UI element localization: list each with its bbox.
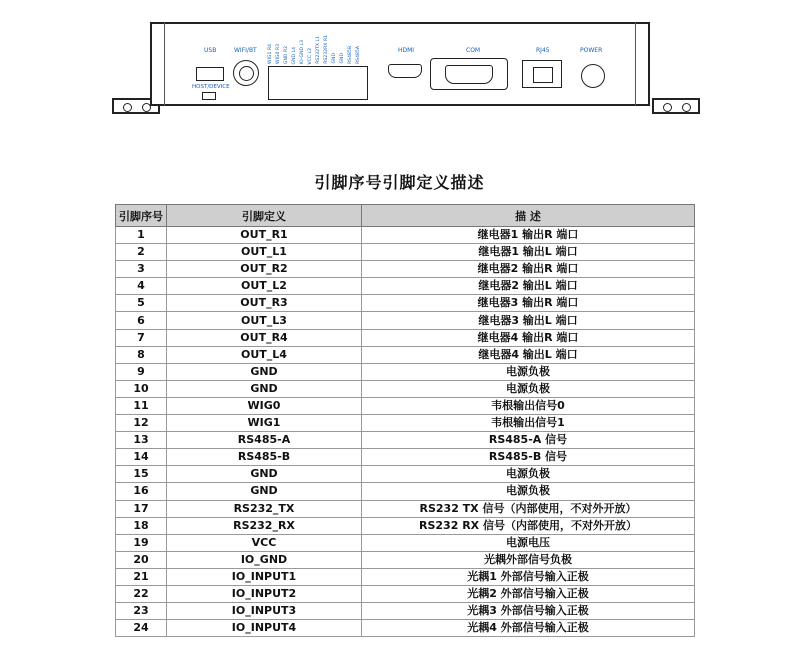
host-device-switch-icon [202,92,216,100]
pin-description-cell: RS232 RX 信号（内部使用，不对外开放） [362,517,695,534]
pin-definition-cell: RS485-B [167,449,362,466]
table-row [116,227,695,244]
table-row [116,244,695,261]
pin-number-cell: 3 [116,261,167,278]
pin-number-cell: 7 [116,329,167,346]
table-row [116,449,695,466]
screw-hole-icon [663,103,672,112]
table-row [116,261,695,278]
pin-description-cell: 光耦1 外部信号输入正极 [362,568,695,585]
usb-label: USB [204,47,217,54]
pin-definition-cell: IO_INPUT3 [167,603,362,620]
pin-description-cell: RS485-A 信号 [362,432,695,449]
power-jack-icon [581,64,605,88]
pin-description-cell: 继电器1 输出L 端口 [362,244,695,261]
terminal-label: RS485B [348,45,353,64]
pin-definition-cell: OUT_L3 [167,312,362,329]
pin-description-cell: 光耦外部信号负极 [362,551,695,568]
mounting-flange-right [652,98,700,114]
table-row [116,517,695,534]
table-row [116,585,695,602]
table-row [116,466,695,483]
pin-description-cell: 光耦4 外部信号输入正极 [362,620,695,637]
hdmi-port-icon [388,64,422,78]
terminal-label: RS485A [356,45,361,64]
pin-number-cell: 10 [116,380,167,397]
terminal-label: GND L4 [292,46,297,64]
com-label: COM [466,47,481,54]
device-front-panel [112,0,700,120]
pin-definition-cell: OUT_R3 [167,295,362,312]
pin-definition-cell: IO_INPUT4 [167,620,362,637]
pin-description-cell: 光耦2 外部信号输入正极 [362,585,695,602]
pin-definition-cell: OUT_R4 [167,329,362,346]
pin-number-cell: 12 [116,415,167,432]
pin-definition-cell: RS232_TX [167,500,362,517]
table-row [116,500,695,517]
usb-port-icon [196,67,224,81]
power-label: POWER [580,47,603,54]
table-row [116,363,695,380]
pin-number-cell: 24 [116,620,167,637]
pin-description-cell: 继电器2 输出L 端口 [362,278,695,295]
screw-hole-icon [123,103,132,112]
column-header-description: 描 述 [362,205,695,227]
pin-number-cell: 20 [116,551,167,568]
table-row [116,329,695,346]
table-row [116,534,695,551]
pin-description-cell: 电源负极 [362,380,695,397]
terminal-label: RS232RX R1 [324,35,329,64]
pin-number-cell: 1 [116,227,167,244]
db9-com-port-icon [430,58,508,90]
pin-number-cell: 16 [116,483,167,500]
table-row [116,312,695,329]
terminal-label: WIG0 R3 [276,44,281,64]
wifi-bt-label: WIFI/BT [234,47,257,54]
pin-definition-cell: IO_INPUT1 [167,568,362,585]
pin-description-cell: 电源电压 [362,534,695,551]
table-row [116,432,695,449]
pin-number-cell: 18 [116,517,167,534]
pin-definition-cell: OUT_R1 [167,227,362,244]
table-row [116,346,695,363]
terminal-label: RS232TX L1 [316,36,321,64]
pin-number-cell: 8 [116,346,167,363]
pin-description-cell: 韦根输出信号0 [362,397,695,414]
pin-definition-cell: OUT_R2 [167,261,362,278]
terminal-label: GND [332,53,337,64]
terminal-label: GND [340,53,345,64]
pin-definition-cell: OUT_L4 [167,346,362,363]
pin-number-cell: 23 [116,603,167,620]
pin-number-cell: 14 [116,449,167,466]
pin-number-cell: 2 [116,244,167,261]
pin-definition-cell: WIG0 [167,397,362,414]
pin-number-cell: 6 [116,312,167,329]
screw-hole-icon [682,103,691,112]
pin-number-cell: 13 [116,432,167,449]
pin-description-cell: 继电器4 输出L 端口 [362,346,695,363]
table-row [116,568,695,585]
pin-definition-cell: RS232_RX [167,517,362,534]
pin-definition-cell: GND [167,466,362,483]
pin-number-cell: 21 [116,568,167,585]
pin-definition-cell: VCC [167,534,362,551]
table-row [116,603,695,620]
host-device-label: HOST/DEVICE [192,84,230,90]
pin-description-cell: 电源负极 [362,466,695,483]
table-row [116,551,695,568]
pin-description-cell: 继电器4 输出R 端口 [362,329,695,346]
pin-number-cell: 15 [116,466,167,483]
terminal-label: VCC L2 [308,47,313,64]
column-header-pin-number: 引脚序号 [116,205,167,227]
hdmi-label: HDMI [398,47,415,54]
table-row [116,620,695,637]
table-row [116,278,695,295]
pin-definition-cell: IO_GND [167,551,362,568]
column-header-pin-definition: 引脚定义 [167,205,362,227]
terminal-label: IO-GND L3 [300,39,305,64]
pin-number-cell: 17 [116,500,167,517]
pin-definition-cell: RS485-A [167,432,362,449]
pin-description-cell: 继电器2 输出R 端口 [362,261,695,278]
table-row [116,380,695,397]
pin-number-cell: 4 [116,278,167,295]
pin-description-cell: 继电器3 输出R 端口 [362,295,695,312]
terminal-block-icon [268,66,368,100]
rj45-port-icon [522,60,562,88]
pin-definition-cell: IO_INPUT2 [167,585,362,602]
pin-description-cell: RS232 TX 信号（内部使用，不对外开放） [362,500,695,517]
pin-definition-cell: OUT_L1 [167,244,362,261]
pin-number-cell: 22 [116,585,167,602]
rj45-label: RJ45 [536,47,550,54]
table-row [116,415,695,432]
pin-description-cell: 电源负极 [362,483,695,500]
pin-description-cell: 继电器3 输出L 端口 [362,312,695,329]
pin-definition-table [115,204,695,637]
pin-description-cell: 韦根输出信号1 [362,415,695,432]
terminal-pin-labels [268,30,360,64]
pin-number-cell: 19 [116,534,167,551]
terminal-label: GND R2 [284,45,289,64]
pin-description-cell: RS485-B 信号 [362,449,695,466]
pin-description-cell: 光耦3 外部信号输入正极 [362,603,695,620]
pin-definition-cell: OUT_L2 [167,278,362,295]
table-header-row [116,205,695,227]
terminal-label: WIG1 R4 [268,44,273,64]
pin-description-cell: 继电器1 输出R 端口 [362,227,695,244]
pin-definition-cell: WIG1 [167,415,362,432]
pin-description-cell: 电源负极 [362,363,695,380]
pin-definition-cell: GND [167,363,362,380]
antenna-connector-icon [233,60,259,86]
table-row [116,397,695,414]
pin-definition-cell: GND [167,380,362,397]
page-title: 引脚序号引脚定义描述 [314,173,485,192]
pin-number-cell: 11 [116,397,167,414]
table-row [116,295,695,312]
pin-definition-cell: GND [167,483,362,500]
pin-number-cell: 5 [116,295,167,312]
pin-number-cell: 9 [116,363,167,380]
table-row [116,483,695,500]
